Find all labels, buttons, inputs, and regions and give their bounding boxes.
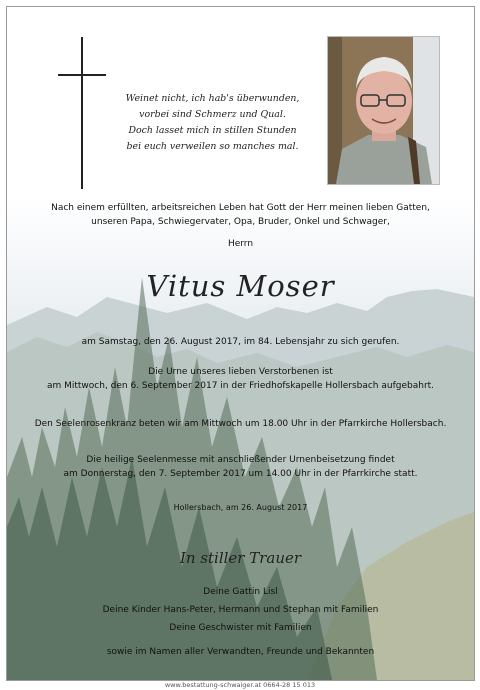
rosary-notice: Den Seelenrosenkranz beten wir am Mittwoch um 18.00 Uhr in der Pfarrkirche Hollersbach.	[34, 419, 447, 429]
obituary-card	[6, 6, 475, 681]
funeral-home-footer: www.bestattung-schwaiger.at 0664-28 15 013	[164, 681, 316, 689]
death-notice: am Samstag, den 26. August 2017, im 84. Lebensjahr zu sich gerufen.	[81, 337, 400, 347]
deceased-name: Vitus Moser	[146, 269, 335, 303]
mass-line-1: Die heilige Seelenmesse mit anschließender Urnenbeisetzung findet	[86, 455, 395, 465]
poem-line: Weinet nicht, ich hab's überwunden,	[125, 93, 300, 104]
poem-line: vorbei sind Schmerz und Qual.	[139, 109, 286, 120]
portrait-photo	[327, 36, 440, 185]
place-date: Hollersbach, am 26. August 2017	[173, 503, 308, 512]
poem-line: Doch lasset mich in stillen Stunden	[128, 125, 297, 136]
urn-line-1: Die Urne unseres lieben Verstorbenen ist	[148, 367, 333, 377]
intro-line-1: Nach einem erfüllten, arbeitsreichen Leben hat Gott der Herr meinen lieben Gatten,	[51, 203, 430, 213]
mourning-heading: In stiller Trauer	[179, 549, 302, 567]
poem	[125, 91, 300, 155]
mass-line-2: am Donnerstag, den 7. September 2017 um 14.00 Uhr in der Pfarrkirche statt.	[63, 469, 418, 479]
mourner-line: Deine Gattin Lisl	[203, 587, 278, 597]
mourner-line: Deine Kinder Hans-Peter, Hermann und Stephan mit Familien	[102, 605, 379, 615]
urn-line-2: am Mittwoch, den 6. September 2017 in der Friedhofskapelle Hollersbach aufgebahrt.	[46, 381, 435, 391]
mourner-line: sowie im Namen aller Verwandten, Freunde und Bekannten	[106, 647, 375, 657]
salutation: Herrn	[227, 239, 254, 249]
intro-line-2: unseren Papa, Schwiegervater, Opa, Bruder, Onkel und Schwager,	[91, 217, 390, 227]
mourner-line: Deine Geschwister mit Familien	[169, 623, 312, 633]
poem-line: bei euch verweilen so manches mal.	[126, 141, 299, 152]
